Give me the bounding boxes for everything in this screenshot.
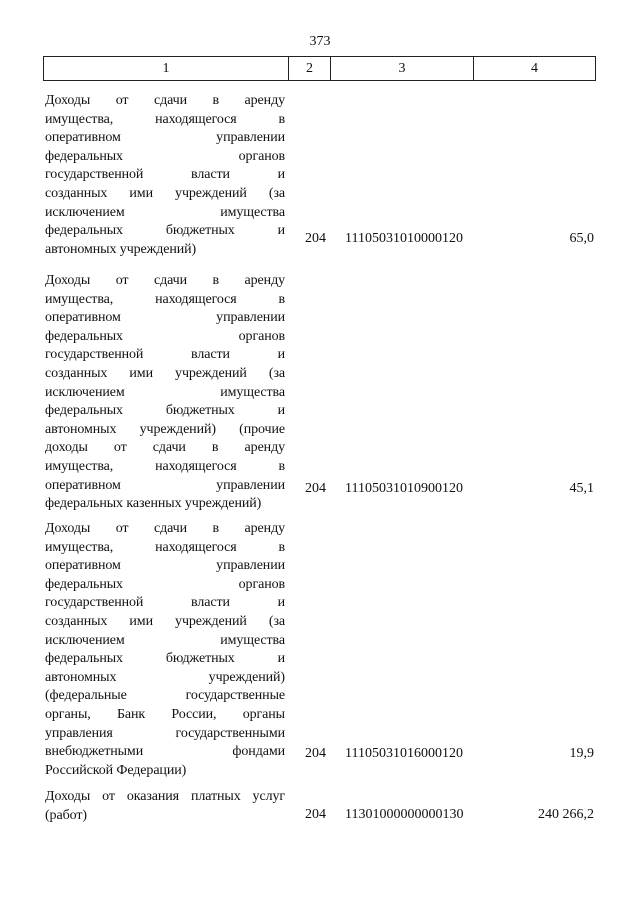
description-line: оперативном управлении [45, 558, 285, 574]
row-kbk-code: 11301000000000130 [345, 807, 464, 822]
column-header-1: 1 [44, 57, 289, 81]
description-line: федеральных бюджетных и [45, 223, 285, 239]
row-admin-code: 204 [305, 746, 326, 761]
description-line: государственной власти и [45, 347, 285, 363]
description-line: федеральных органов [45, 328, 285, 344]
description-line: Доходы от оказания платных услуг [45, 789, 285, 804]
description-line: созданных ими учреждений (за [45, 185, 285, 201]
description-line: оперативном управлении [45, 477, 285, 493]
description-line: федеральных органов [45, 576, 285, 592]
description-line: федеральных бюджетных и [45, 403, 285, 419]
row-kbk-code: 11105031016000120 [345, 746, 463, 761]
description-line: Доходы от сдачи в аренду [45, 273, 285, 288]
description-line: имущества, находящегося в [45, 111, 285, 127]
row-admin-code: 204 [305, 807, 326, 822]
row-description [45, 520, 285, 780]
row-description [45, 788, 285, 825]
description-line: федеральных органов [45, 148, 285, 164]
description-line: доходы от сдачи в аренду [45, 440, 285, 456]
description-line: автономных учреждений) (прочие [45, 421, 285, 437]
description-line: органы, Банк России, органы [45, 706, 285, 722]
description-line: государственной власти и [45, 167, 285, 183]
description-line: оперативном управлении [45, 310, 285, 326]
row-amount: 240 266,2 [538, 807, 594, 822]
description-line: оперативном управлении [45, 130, 285, 146]
row-description [45, 272, 285, 514]
column-header-row [44, 57, 596, 81]
description-line: Российской Федерации) [45, 762, 187, 778]
description-line: исключением имущества [45, 384, 285, 400]
description-line: федеральных казенных учреждений) [45, 496, 262, 512]
description-line: исключением имущества [45, 204, 285, 220]
description-line: федеральных бюджетных и [45, 651, 285, 667]
description-line: автономных учреждений) [45, 241, 197, 257]
description-line: имущества, находящегося в [45, 458, 285, 474]
description-line: созданных ими учреждений (за [45, 613, 285, 629]
description-line: управления государственными [45, 725, 285, 741]
description-line: Доходы от сдачи в аренду [45, 93, 285, 108]
description-line: государственной власти и [45, 595, 285, 611]
description-line: (работ) [45, 807, 87, 823]
row-amount: 65,0 [569, 231, 594, 246]
description-line: созданных ими учреждений (за [45, 365, 285, 381]
column-header-table [43, 56, 596, 81]
row-description [45, 92, 285, 259]
description-line: имущества, находящегося в [45, 539, 285, 555]
row-amount: 19,9 [569, 746, 594, 761]
description-line: (федеральные государственные [45, 688, 285, 704]
row-kbk-code: 11105031010000120 [345, 231, 463, 246]
column-header-3: 3 [331, 57, 474, 81]
row-kbk-code: 11105031010900120 [345, 481, 463, 496]
page-number: 373 [309, 34, 331, 49]
description-line: Доходы от сдачи в аренду [45, 521, 285, 536]
description-line: внебюджетными фондами [45, 744, 285, 760]
row-admin-code: 204 [305, 481, 326, 496]
description-line: исключением имущества [45, 632, 285, 648]
column-header-2: 2 [289, 57, 331, 81]
row-amount: 45,1 [569, 481, 594, 496]
row-admin-code: 204 [305, 231, 326, 246]
description-line: автономных учреждений) [45, 669, 285, 685]
column-header-4: 4 [474, 57, 596, 81]
description-line: имущества, находящегося в [45, 291, 285, 307]
